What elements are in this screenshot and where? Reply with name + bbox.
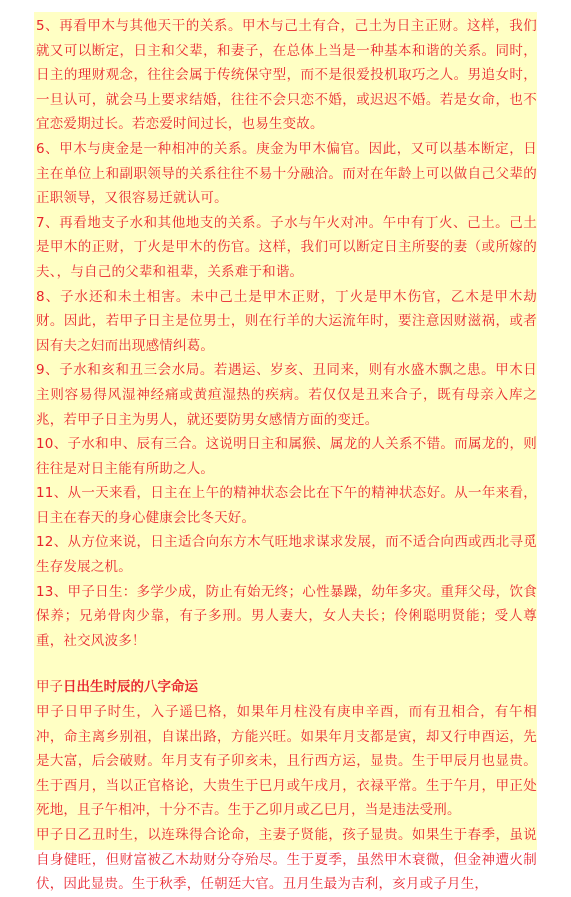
section-spacer [36,653,537,675]
heading-bold: 日出生时辰的八字命运 [63,679,198,696]
document-page [34,12,537,893]
paragraph-9: 9、子水和亥和丑三会水局。若遇运、岁亥、丑同来，则有水盛木飘之患。甲木日主则容易得风湿神经痛或黄疸湿热的疾病。若仅仅是丑来合子，既有母亲入库之兆，若甲子日主为男人，就还要防男女感情方面的变迁。 [36,362,537,428]
section2-paragraph-1: 甲子日甲子时生，入子遥巳格，如果年月柱没有庚申辛酉，而有丑相合，有午相冲，命主离乡别祖，自谋出路，方能兴旺。如果年月支都是寅，却又行申酉运，先是大富，后会破财。年月支有子卯亥未，且行西方运，显贵。生于甲辰月也显贵。生于酉月，当以正官格论，大贵生于巳月或午戌月，衣禄平常。生于午月，甲正处死地，且子午相冲，十分不吉。生于乙卯月或乙巳月，当是违法受刑。 [36,704,537,819]
paragraph-8: 8、子水还和未土相害。未中己土是甲木正财，丁火是甲木伤官，乙木是甲木劫财。因此，若甲子日主是位男士，则在行羊的大运流年时，要注意因财滋祸，或者因有夫之妇而出现感情纠葛。 [36,288,537,354]
paragraph-6: 6、甲木与庚金是一种相冲的关系。庚金为甲木偏官。因此，又可以基本断定，日主在单位上和副职领导的关系往往不易十分融洽。而对在年龄上可以做自己父辈的正职领导，又很容易迁就认可。 [36,140,537,207]
paragraph-10: 10、子水和申、辰有三合。这说明日主和属猴、属龙的人关系不错。而属龙的，则往往是对日主能有所助之人。 [36,436,537,477]
paragraph-7: 7、再看地支子水和其他地支的关系。子水与午火对冲。午中有丁火、己土。己土是甲木的正财，丁火是甲木的伤官。这样，我们可以断定日主所娶的妻（或所嫁的夫、，与自己的父辈和祖辈，关系难于和谐。 [36,214,537,280]
heading-prefix: 甲子 [36,679,63,696]
paragraph-13: 13、甲子日生：多学少成，防止有始无终；心性暴躁，幼年多灾。重拜父母，饮食保养；兄弟骨肉少靠，有子多刑。男人妻大，女人夫长；伶俐聪明贤能；受人尊重，社交风波多！ [36,583,537,649]
paragraph-5: 5、再看甲木与其他天干的关系。甲木与己土有合，己土为日主正财。这样，我们就又可以断定，日主和父辈，和妻子，在总体上当是一种基本和谐的关系。同时，日主的理财观念，往往会属于传统保守型，而不是很爱投机取巧之人。男追女时，一旦认可，就会马上要求结婚，往往不会只恋不婚，或迟迟不婚。若是女命，也不宜恋爱期过长。若恋爱时间过长，也易生变故。 [36,18,537,133]
section-heading [36,675,537,700]
paragraph-12: 12、从方位来说，日主适合向东方木气旺地求谋求发展，而不适合向西或西北寻觅生存发展之机。 [36,534,537,576]
section2-paragraph-2: 甲子日乙丑时生，以连珠得合论命，主妻子贤能，孩子显贵。如果生于春季，虽说自身健旺，但财富被乙木劫财分夺殆尽。生于夏季，虽然甲木衰微，但金神遭火制伏，因此显贵。生于秋季，任朝廷大官。丑月生最为吉利，亥月或子月生， [36,827,537,893]
paragraph-11: 11、从一天来看，日主在上午的精神状态会比在下午的精神状态好。从一年来看，日主在春天的身心健康会比冬天好。 [36,485,537,526]
